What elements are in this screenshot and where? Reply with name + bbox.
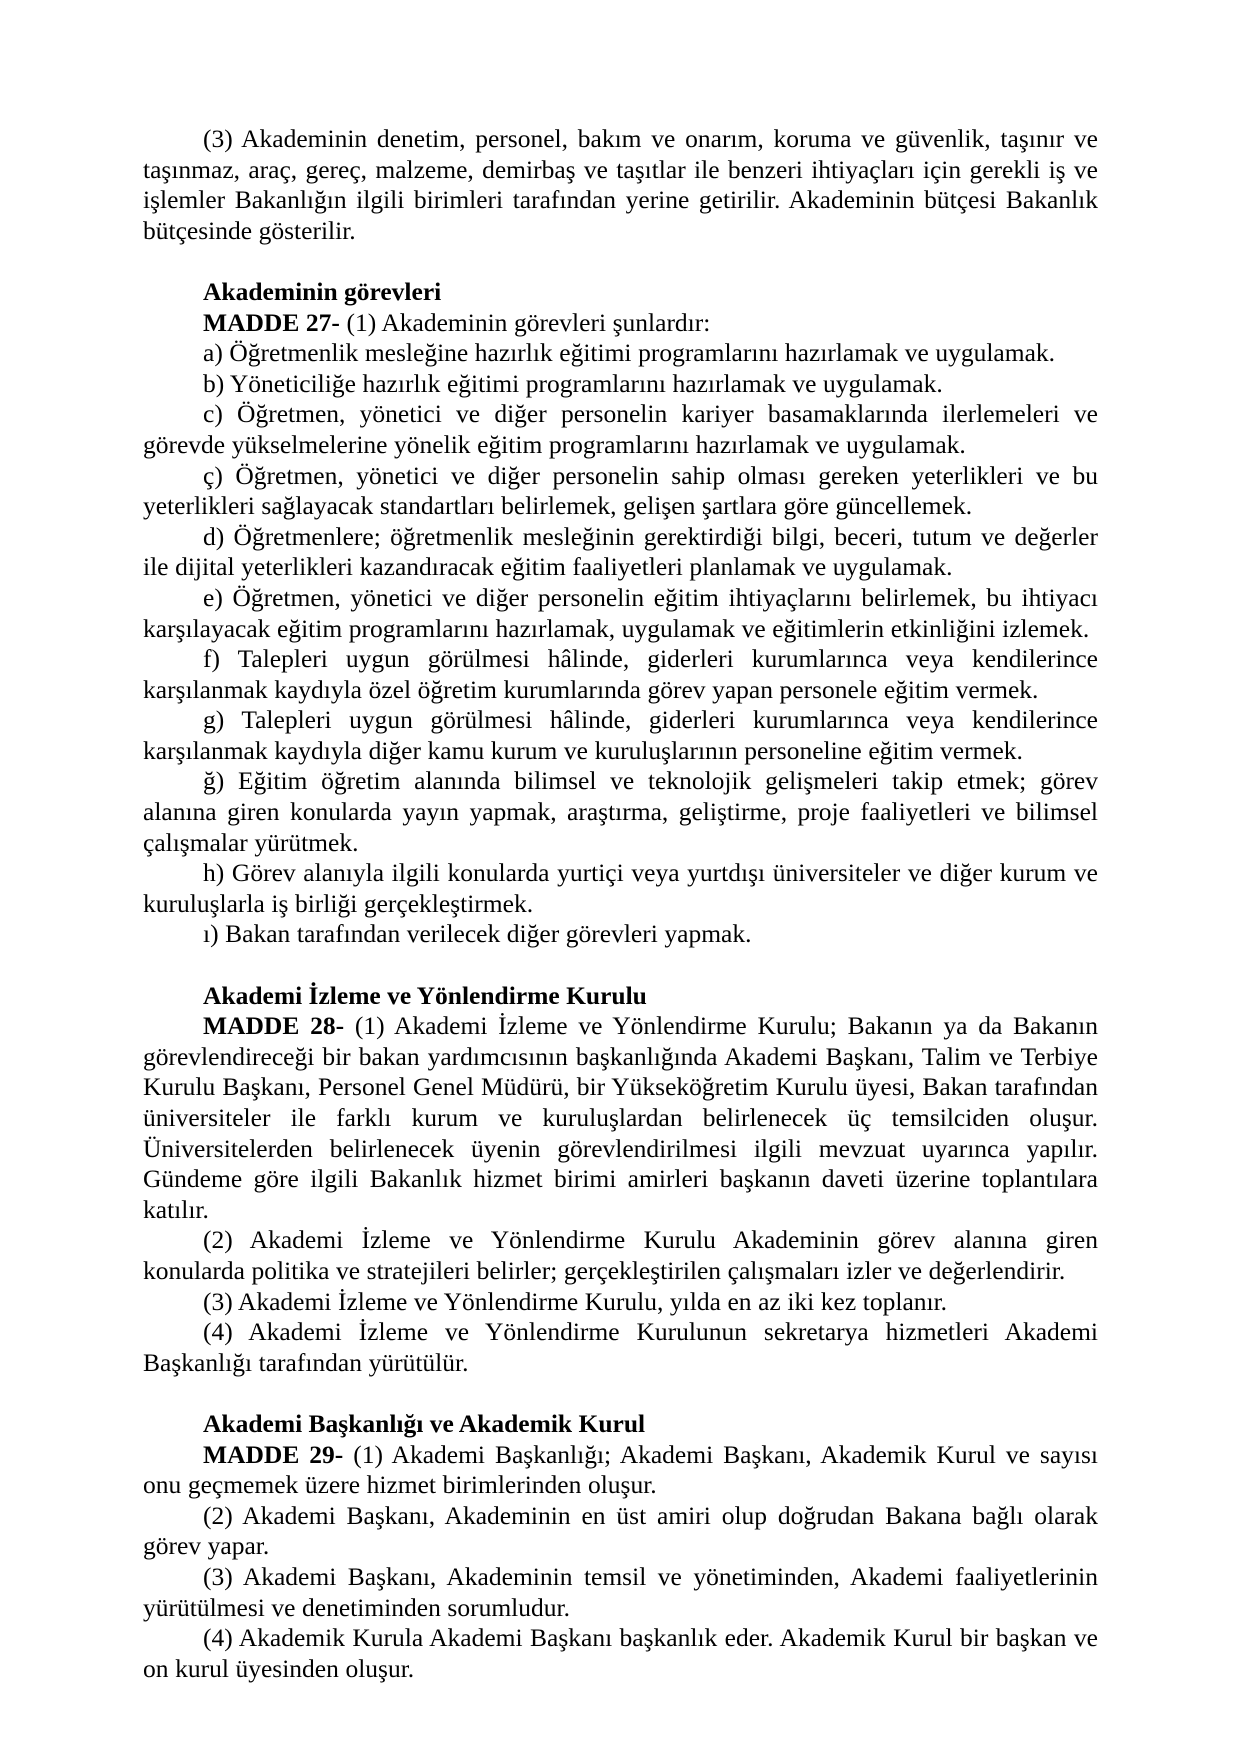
madde-text: (1) Akademinin görevleri şunlardır: [339, 307, 711, 337]
section-heading: Akademi Başkanlığı ve Akademik Kurul [203, 1408, 646, 1438]
madde-text: (1) Akademi Başkanlığı; Akademi Başkanı, Akademik Kurul ve sayısı onu geçmemek üzere hizmet birimlerinden oluşur. [143, 1439, 1098, 1500]
paragraph-spacer [143, 950, 1098, 981]
body-paragraph: a) Öğretmenlik mesleğine hazırlık eğitimi programlarını hazırlamak ve uygulamak. [203, 338, 1056, 368]
madde-label: MADDE 27- [203, 307, 340, 337]
body-paragraph: (3) Akademinin denetim, personel, bakım ve onarım, koruma ve güvenlik, taşınır ve taşınmaz, araç, gereç, malzeme, demirbaş ve taşıtlar ile benzeri ihtiyaçları için gerekli iş ve işlemler Bakanlığın ilgili birimleri tarafından yerine getirilir. Akademinin bütçesi Bakanlık bütçesinde gösterilir. [143, 124, 1098, 245]
madde-paragraph [143, 1011, 1098, 1225]
paragraph-spacer [143, 246, 1098, 277]
madde-label: MADDE 28- [203, 1011, 345, 1041]
madde-text: (1) Akademi İzleme ve Yönlendirme Kurulu; Bakanın ya da Bakanın görevlendireceği bir bakan yardımcısının başkanlığında Akademi Başkanı, Talim ve Terbiye Kurulu Başkanı, Personel Genel Müdürü, bir Yükseköğretim Kurulu üyesi, Bakan tarafından üniversiteler ile farklı kurum ve kuruluşlardan belirlenecek üç temsilciden oluşur. Üniversitelerden belirlenecek üyenin görevlendirilmesi ilgili mevzuat uyarınca yapılır. Gündeme göre ilgili Bakanlık hizmet birimi amirleri başkanın daveti üzerine toplantılara katılır. [143, 1011, 1099, 1224]
body-paragraph: e) Öğretmen, yönetici ve diğer personelin eğitim ihtiyaçlarını belirlemek, bu ihtiyacı karşılayacak eğitim programlarını hazırlamak, uygulamak ve eğitimlerin etkinliğini izlemek. [143, 582, 1098, 643]
body-paragraph: ç) Öğretmen, yönetici ve diğer personelin sahip olması gereken yeterlikleri ve bu yeterlikleri sağlayacak standartları belirlemek, gelişen şartlara göre güncellemek. [143, 460, 1098, 521]
body-paragraph: b) Yöneticiliğe hazırlık eğitimi programlarını hazırlamak ve uygulamak. [203, 368, 943, 398]
body-paragraph: (3) Akademi Başkanı, Akademinin temsil ve yönetiminden, Akademi faaliyetlerinin yürütülmesi ve denetiminden sorumludur. [143, 1561, 1098, 1622]
body-paragraph: g) Talepleri uygun görülmesi hâlinde, giderleri kurumlarınca veya kendilerince karşılanmak kaydıyla diğer kamu kurum ve kuruluşlarının personeline eğitim vermek. [143, 705, 1098, 765]
body-paragraph: (4) Akademik Kurula Akademi Başkanı başkanlık eder. Akademik Kurul bir başkan ve on kurul üyesinden oluşur. [143, 1623, 1098, 1683]
body-paragraph: (4) Akademi İzleme ve Yönlendirme Kurulunun sekretarya hizmetleri Akademi Başkanlığı tarafından yürütülür. [143, 1317, 1098, 1377]
body-paragraph: c) Öğretmen, yönetici ve diğer personelin kariyer basamaklarında ilerlemeleri ve görevde yükselmelerine yönelik eğitim programlarını hazırlamak ve uygulamak. [143, 399, 1098, 459]
body-paragraph: (2) Akademi İzleme ve Yönlendirme Kurulu Akademinin görev alanına giren konularda politika ve stratejileri belirler; gerçekleştirilen çalışmaları izler ve değerlendirir. [143, 1225, 1098, 1285]
body-paragraph: (3) Akademi İzleme ve Yönlendirme Kurulu, yılda en az iki kez toplanır. [203, 1286, 948, 1316]
madde-paragraph [143, 308, 1098, 339]
madde-paragraph [143, 1440, 1098, 1501]
body-paragraph: h) Görev alanıyla ilgili konularda yurtiçi veya yurtdışı üniversiteler ve diğer kurum ve kuruluşlarla iş birliği gerçekleştirmek. [143, 858, 1098, 918]
document-body [143, 124, 1098, 1684]
section-heading: Akademi İzleme ve Yönlendirme Kurulu [203, 980, 647, 1010]
paragraph-spacer [143, 1378, 1098, 1409]
body-paragraph: ğ) Eğitim öğretim alanında bilimsel ve teknolojik gelişmeleri takip etmek; görev alanına giren konularda yayın yapmak, araştırma, geliştirme, proje faaliyetleri ve bilimsel çalışmalar yürütmek. [143, 766, 1098, 857]
body-paragraph: f) Talepleri uygun görülmesi hâlinde, giderleri kurumlarınca veya kendilerince karşılanmak kaydıyla özel öğretim kurumlarında görev yapan personele eğitim vermek. [143, 644, 1098, 704]
body-paragraph: (2) Akademi Başkanı, Akademinin en üst amiri olup doğrudan Bakana bağlı olarak görev yapar. [143, 1500, 1098, 1561]
section-heading: Akademinin görevleri [203, 276, 442, 306]
madde-label: MADDE 29- [203, 1439, 344, 1469]
body-paragraph: ı) Bakan tarafından verilecek diğer görevleri yapmak. [203, 919, 752, 949]
body-paragraph: d) Öğretmenlere; öğretmenlik mesleğinin gerektirdiği bilgi, beceri, tutum ve değerler ile dijital yeterlikleri kazandıracak eğitim faaliyetleri planlamak ve uygulamak. [143, 521, 1098, 582]
